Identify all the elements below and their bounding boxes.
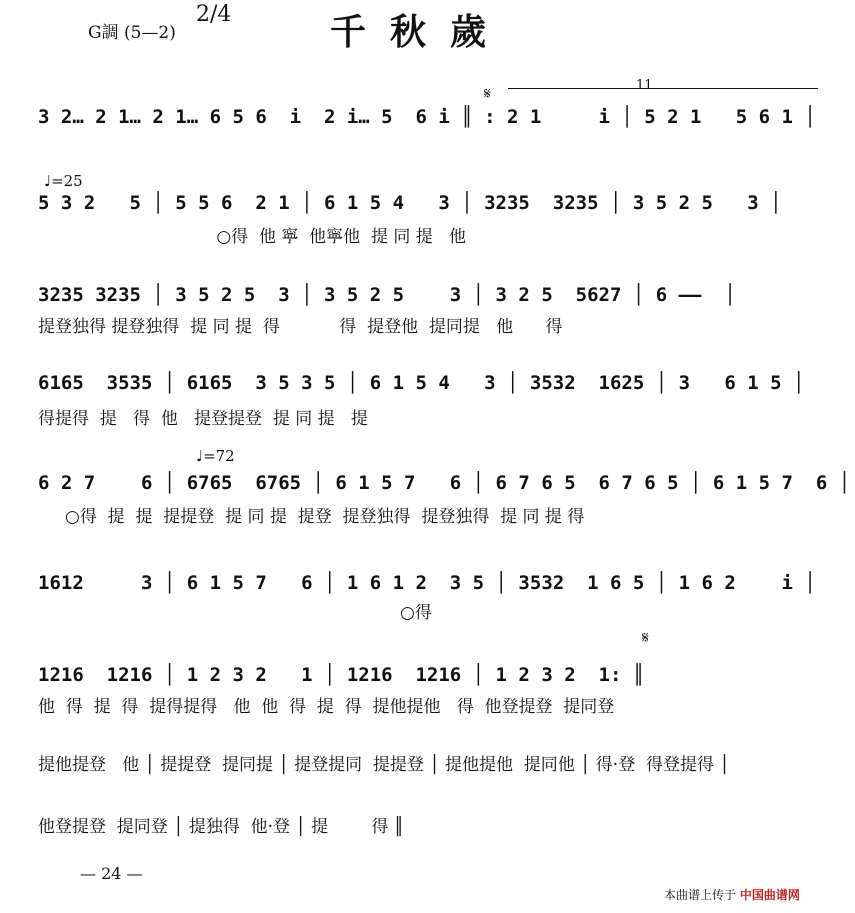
segno-icon: 𝄋 [484, 84, 491, 103]
page-number: — 24 — [80, 864, 143, 883]
notation-line: 1216 1216 │ 1 2 3 2 1 │ 1216 1216 │ 1 2 3 2 1: ║ [38, 664, 645, 686]
page-title: 千秋歲 [330, 11, 511, 53]
tempo-marking: ♩=25 [44, 172, 83, 190]
lyrics-line: 得提得 提 得 他 提登提登 提 同 提 提 [38, 409, 368, 429]
segno-icon: 𝄋 [642, 628, 649, 647]
notation-line: 1612 3 │ 6 1 5 7 6 │ 1 6 1 2 3 5 │ 3532 1 6 5 │ 1 6 2 i │ [38, 572, 816, 594]
lyrics-line: ○得 [38, 603, 432, 623]
volta-number: 11 [636, 78, 653, 93]
key-signature: G調 (5—2) [88, 23, 176, 43]
lyrics-line: 他登提登 提同登 │ 提独得 他·登 │ 提 得 ║ [38, 817, 404, 837]
footer-credit [664, 886, 800, 903]
notation-line: 3 2… 2 1… 2 1… 6 5 6 i 2 i… 5 6 i ║ : 2 1 i │ 5 2 1 5 6 1 │ [38, 106, 816, 128]
time-signature: 2/4 [196, 2, 232, 27]
footer-prefix: 本曲谱上传于 [664, 888, 737, 902]
notation-line: 6 2 7 6 │ 6765 6765 │ 6 1 5 7 6 │ 6 7 6 5 6 7 6 5 │ 6 1 5 7 6 │ [38, 472, 851, 494]
lyrics-line: 他 得 提 得 提得提得 他 他 得 提 得 提他提他 得 他登提登 提同登 [38, 697, 615, 717]
volta-bracket [508, 88, 818, 89]
tempo-marking: ♩=72 [196, 447, 235, 465]
notation-line: 6165 3535 │ 6165 3 5 3 5 │ 6 1 5 4 3 │ 3532 1625 │ 3 6 1 5 │ [38, 372, 805, 394]
footer-brand: 中国曲谱网 [739, 888, 800, 902]
lyrics-line: 提登独得 提登独得 提 同 提 得 得 提登他 提同提 他 得 [38, 317, 563, 337]
lyrics-line: ○得 他 寧 他寧他 提 同 提 他 [38, 227, 467, 247]
lyrics-line: 提他提登 他 │ 提提登 提同提 │ 提登提同 提提登 │ 提他提他 提同他 │ 得·登 得登提得 │ [38, 755, 730, 775]
lyrics-line: ○得 提 提 提提登 提 同 提 提登 提登独得 提登独得 提 同 提 得 [38, 507, 585, 527]
notation-line: 5 3 2 5 │ 5 5 6 2 1 │ 6 1 5 4 3 │ 3235 3235 │ 3 5 2 5 3 │ [38, 192, 782, 214]
notation-line: 3235 3235 │ 3 5 2 5 3 │ 3 5 2 5 3 │ 3 2 5 5627 │ 6 —— │ [38, 284, 736, 306]
